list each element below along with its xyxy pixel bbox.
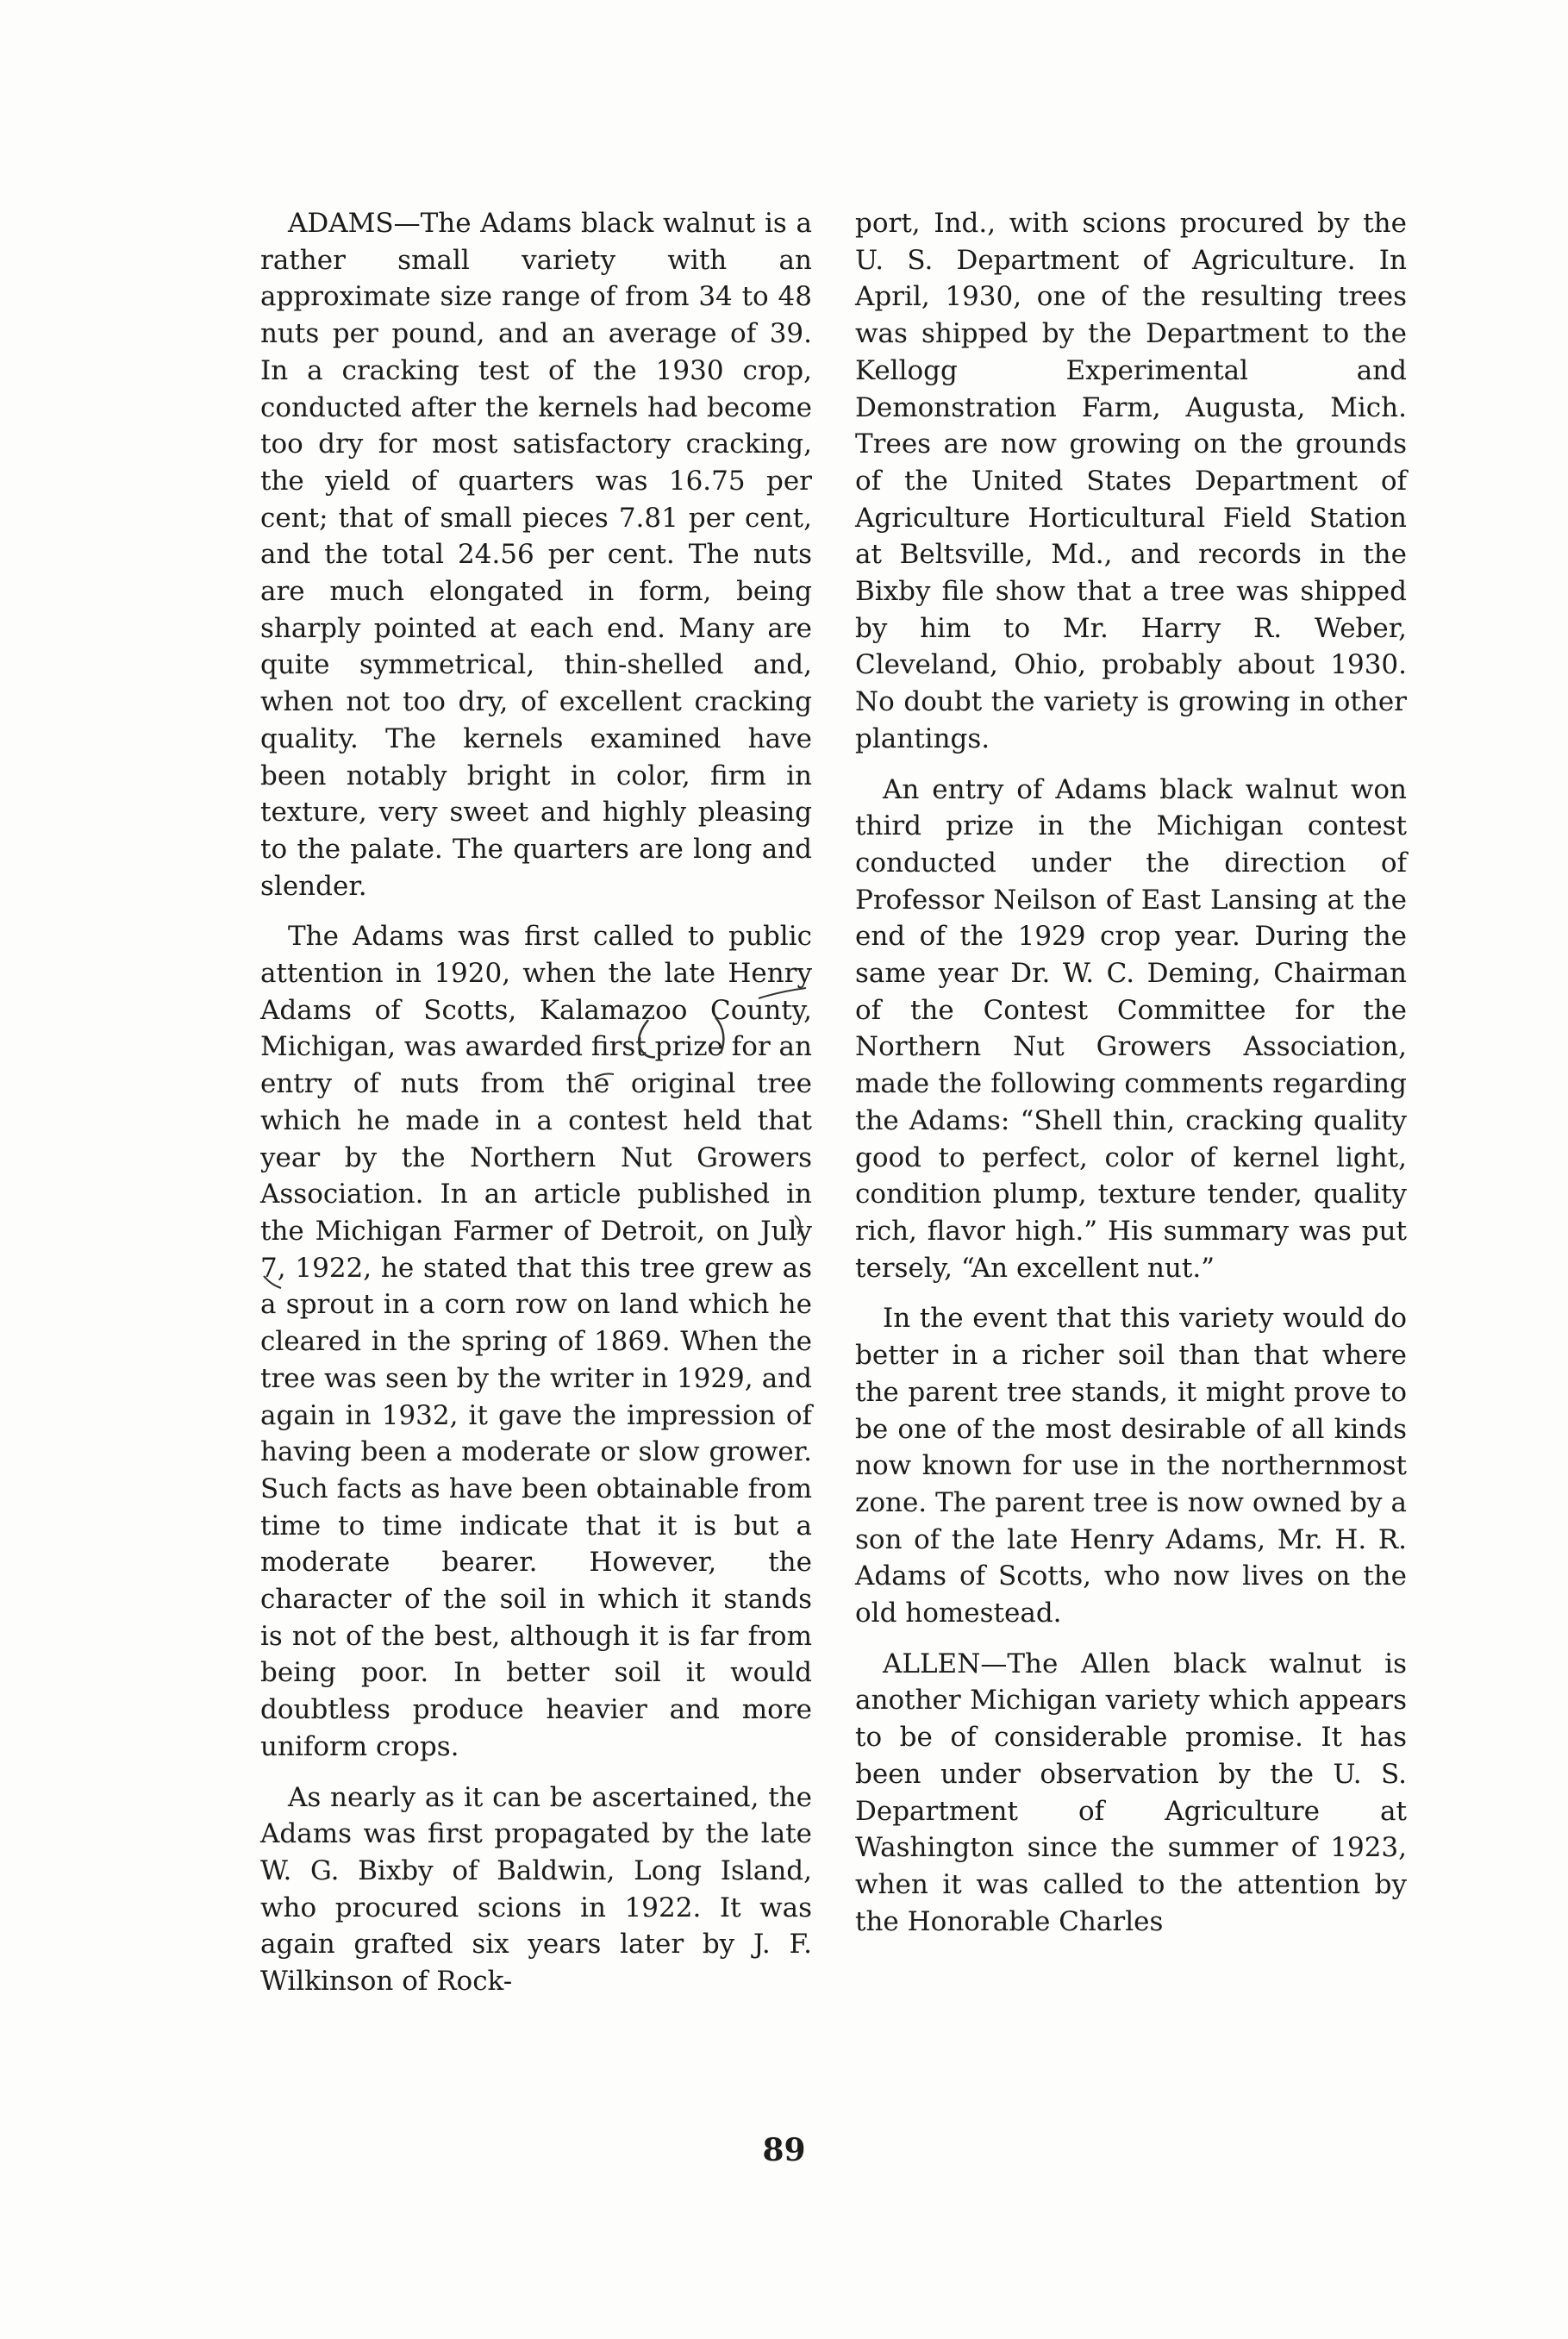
paragraph-richer-soil: In the event that this variety would do better in a richer soil than that where the parent tree stands, it might prove to be one of the most desirable of all kinds now known for use in the northernmost zone. The parent tree is now owned by a son of the late Henry Adams, Mr. H. R. Adams of Scotts, who now lives on the old homestead. (855, 1303, 1407, 1629)
right-column (855, 205, 1407, 1954)
paragraph-adams-propagation: As nearly as it can be ascertained, the Adams was first propagated by the late W. G. Bixby of Baldwin, Long Island, who procured scions in 1922. It was again grafted six years later by J. F. Wilkinson of Rock- (260, 1781, 812, 1998)
paragraph-allen-description: ALLEN—The Allen black walnut is another Michigan variety which appears to be of considerable promise. It has been under observation by the U. S. Department of Agriculture at Washington since the summer of 1923, when it was called to the attention by the Honorable Charles (855, 1648, 1407, 1937)
paragraph-adams-description: ADAMS—The Adams black walnut is a rather small variety with an approximate size range of from 34 to 48 nuts per pound, and an average of 39. In a cracking test of the 1930 crop, conducted after the kernels had become too dry for most satisfactory cracking, the yield of quarters was 16.75 per cent; that of small pieces 7.81 per cent, and the total 24.56 per cent. The nuts are much elongated in form, being sharply pointed at each end. Many are quite symmetrical, thin-shelled and, when not too dry, of excellent cracking quality. The kernels examined have been notably bright in color, firm in texture, very sweet and highly pleasing to the palate. The quarters are long and slender. (260, 208, 812, 902)
paragraph-adams-history: The Adams was first called to public attention in 1920, when the late Henry Adams of Scotts, Kalamazoo County, Michigan, was awarded first prize for an entry of nuts from the original tree which he made in a contest held that year by the Northern Nut Growers Association. In an article published in the Michigan Farmer of Detroit, on July 7, 1922, he stated that this tree grew as a sprout in a corn row on land which he cleared in the spring of 1869. When the tree was seen by the writer in 1929, and again in 1932, it gave the impression of having been a moderate or slow grower. Such facts as have been obtainable from time to time indicate that it is but a moderate bearer. However, the character of the soil in which it stands is not of the best, although it is far from being poor. In better soil it would doubtless produce heavier and more uniform crops. (260, 921, 812, 1762)
page-number: 89 (762, 2132, 806, 2168)
paragraph-contest-entry: An entry of Adams black walnut won third prize in the Michigan contest conducted under the direction of Professor Neilson of East Lansing at the end of the 1929 crop year. During the same year Dr. W. C. Deming, Chairman of the Contest Committee for the Northern Nut Growers Association, made the following comments regarding the Adams: “Shell thin, cracking quality good to perfect, color of kernel light, condition plump, texture tender, quality rich, flavor high.” His summary was put tersely, “An excellent nut.” (855, 773, 1407, 1284)
left-column (260, 205, 812, 2014)
paragraph-propagation-continued: port, Ind., with scions procured by the U. S. Department of Agriculture. In April, 1930, one of the resulting trees was shipped by the Department to the Kellogg Experimental and Demonstration Farm, Augusta, Mich. Trees are now growing on the grounds of the United States Department of Agriculture Horticultural Field Station at Beltsville, Md., and records in the Bixby file show that a tree was shipped by him to Mr. Harry R. Weber, Cleveland, Ohio, probably about 1930. No doubt the variety is growing in other plantings. (855, 208, 1407, 754)
